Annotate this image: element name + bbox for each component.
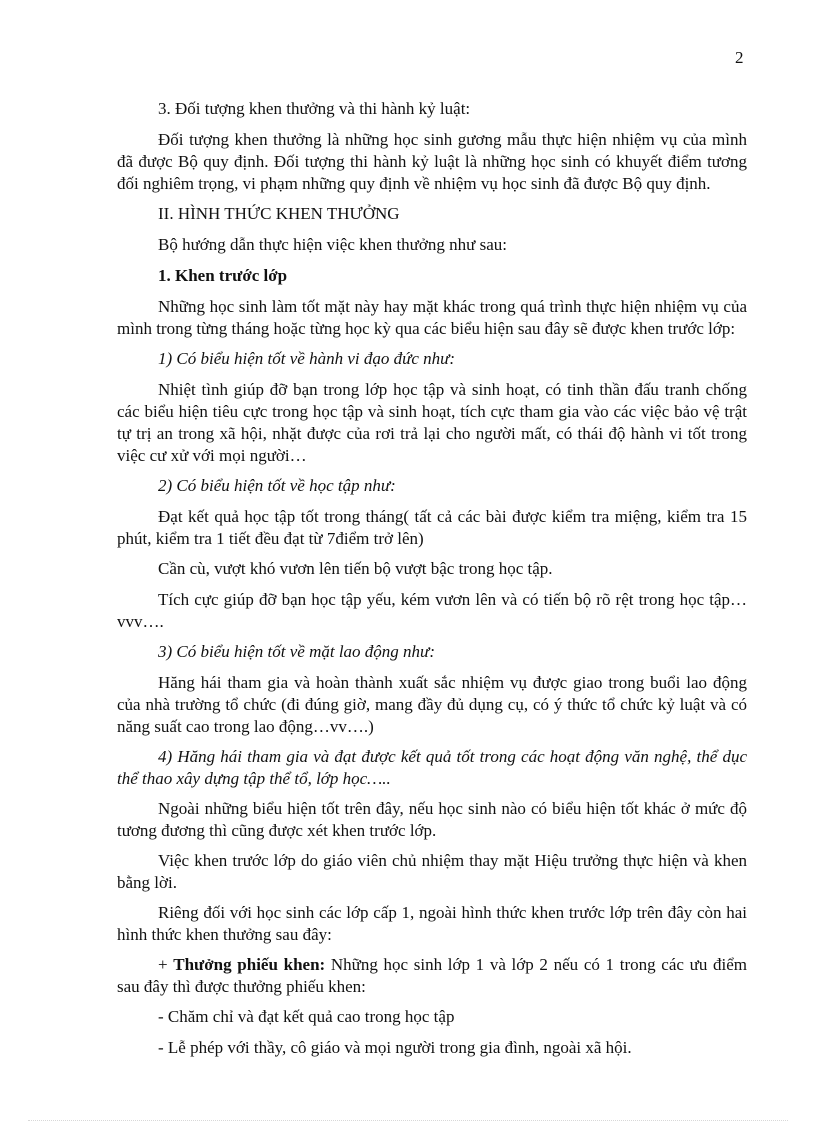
criterion-heading-1: 1) Có biểu hiện tốt về hành vi đạo đức như: xyxy=(158,349,456,368)
paragraph: Cần cù, vượt khó vươn lên tiến bộ vượt bậc trong học tập. xyxy=(158,559,553,578)
paragraph: Đối tượng khen thưởng là những học sinh gương mẫu thực hiện nhiệm vụ của mình đã được Bộ quy định. Đối tượng thi hành kỷ luật là những học sinh có khuyết điểm tương đối nghiêm trọng, vi phạm những quy định về nhiệm vụ học sinh đã được Bộ quy định. xyxy=(117,130,747,193)
section-heading-ii: II. HÌNH THỨC KHEN THƯỞNG xyxy=(158,204,400,223)
page-number: 2 xyxy=(735,48,744,67)
document-body xyxy=(117,98,747,1068)
bullet-item: - Lễ phép với thầy, cô giáo và mọi người trong gia đình, ngoài xã hội. xyxy=(158,1038,632,1057)
criterion-heading-2: 2) Có biểu hiện tốt về học tập như: xyxy=(158,476,396,495)
paragraph: Đạt kết quả học tập tốt trong tháng( tất cả các bài được kiểm tra miệng, kiểm tra 15 phút, kiểm tra 1 tiết đều đạt từ 7điểm trở lên) xyxy=(117,507,747,548)
paragraph: Nhiệt tình giúp đỡ bạn trong lớp học tập và sinh hoạt, có tinh thần đấu tranh chống các biểu hiện tiêu cực trong học tập và sinh hoạt, tích cực tham gia vào các việc bảo vệ trật tự trị an trong xã hội, nhặt được của rơi trả lại cho người mất, có thái độ hành vi tốt trong việc cư xử với mọi người… xyxy=(117,380,747,465)
section-heading-3: 3. Đối tượng khen thưởng và thi hành kỷ luật: xyxy=(158,99,471,118)
criterion-heading-4: 4) Hăng hái tham gia và đạt được kết quả tốt trong các hoạt động văn nghệ, thể dục thể thao xây dựng tập thể tổ, lớp học….. xyxy=(117,747,747,788)
footer-divider xyxy=(28,1120,788,1121)
paragraph: Những học sinh làm tốt mặt này hay mặt khác trong quá trình thực hiện nhiệm vụ của mình trong từng tháng hoặc từng học kỳ qua các biểu hiện sau đây sẽ được khen trước lớp: xyxy=(117,297,747,338)
paragraph: Ngoài những biểu hiện tốt trên đây, nếu học sinh nào có biểu hiện tốt khác ở mức độ tương đương thì cũng được xét khen trước lớp. xyxy=(117,799,747,840)
subsection-heading-1: 1. Khen trước lớp xyxy=(158,266,288,285)
paragraph: Riêng đối với học sinh các lớp cấp 1, ngoài hình thức khen trước lớp trên đây còn hai hình thức khen thưởng sau đây: xyxy=(117,903,747,944)
paragraph: Hăng hái tham gia và hoàn thành xuất sắc nhiệm vụ được giao trong buổi lao động của nhà trường tổ chức (đi đúng giờ, mang đầy đủ dụng cụ, có ý thức tổ chức kỷ luật và có năng suất cao trong lao động…vv….) xyxy=(117,673,747,736)
paragraph: Tích cực giúp đỡ bạn học tập yếu, kém vươn lên và có tiến bộ rõ rệt trong học tập…vvv…. xyxy=(117,590,747,631)
reward-label: Thưởng phiếu khen: xyxy=(173,955,326,974)
criterion-heading-3: 3) Có biểu hiện tốt về mặt lao động như: xyxy=(158,642,435,661)
reward-text: Những học sinh lớp 1 và lớp 2 nếu có 1 trong các ưu điểm sau đây thì được thưởng phiếu khen: xyxy=(117,955,747,996)
paragraph: Việc khen trước lớp do giáo viên chủ nhiệm thay mặt Hiệu trưởng thực hiện và khen bằng lời. xyxy=(117,851,747,892)
bullet-item: - Chăm chỉ và đạt kết quả cao trong học tập xyxy=(158,1007,455,1026)
reward-item xyxy=(117,954,747,998)
paragraph: Bộ hướng dẫn thực hiện việc khen thưởng như sau: xyxy=(158,235,507,254)
reward-prefix: + xyxy=(158,955,174,974)
